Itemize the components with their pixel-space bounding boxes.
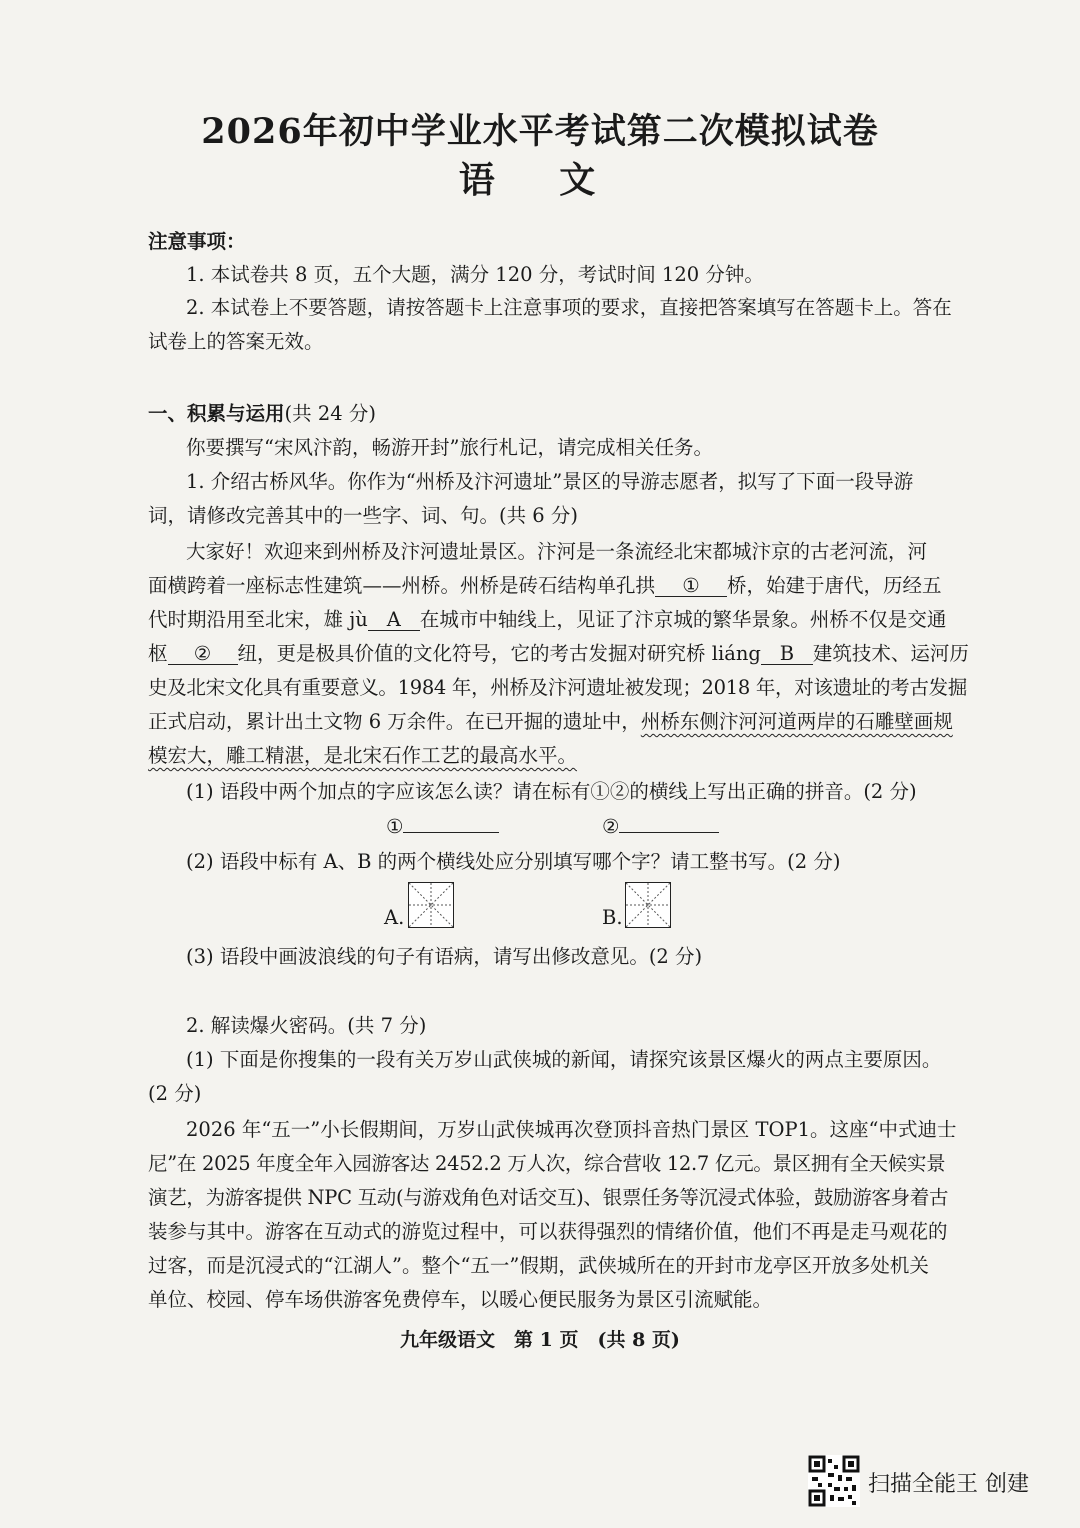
subject-title: 语 文	[458, 159, 622, 201]
q2-heading: 2. 解读爆火密码。(共 7 分)	[186, 1014, 427, 1037]
page-footer: 九年级语文 第 1 页 (共 8 页)	[400, 1329, 680, 1351]
passage-line1: 大家好！欢迎来到州桥及汴河遗址景区。汴河是一条流经北宋都城汴京的古老河流，河	[186, 540, 928, 563]
news-line1: 2026 年“五一”小长假期间，万岁山武侠城再次登顶抖音热门景区 TOP1。这座“中式迪士	[186, 1118, 957, 1141]
pinyin-mark-1: ①	[386, 815, 404, 838]
passage-line3-b: 在城市中轴线上，见证了汴京城的繁华景象。州桥不仅是交通	[419, 608, 947, 631]
notice-item-2-line1: 2. 本试卷上不要答题，请按答题卡上注意事项的要求，直接把答案填写在答题卡上。答在	[186, 296, 952, 319]
grid-label-B: B.	[602, 906, 623, 929]
passage-line6-a: 正式启动，累计出土文物 6 万余件。在已开掘的遗址中，	[148, 710, 641, 733]
passage-line4	[148, 638, 969, 666]
news-line2: 尼”在 2025 年度全年入园游客达 2452.2 万人次，综合营收 12.7 亿元。景区拥有全天候实景	[148, 1152, 946, 1175]
tian-grid-icon	[409, 883, 453, 927]
writing-grid-B[interactable]	[625, 882, 671, 928]
passage-line2	[148, 570, 942, 598]
passage-line2-b: 桥，始建于唐代，历经五	[727, 574, 942, 597]
scanner-watermark: 扫描全能王 创建	[868, 1472, 1029, 1497]
q1-sub2: (2) 语段中标有 A、B 的两个横线处应分别填写哪个字？请工整书写。(2 分)	[186, 850, 841, 873]
news-line5: 过客，而是沉浸式的“江湖人”。整个“五一”假期，武侠城所在的开封市龙亭区开放多处机关	[148, 1254, 929, 1277]
blank-A: A	[368, 609, 420, 631]
writing-grid-A[interactable]	[408, 882, 454, 928]
passage-line5: 史及北宋文化具有重要意义。1984 年，州桥及汴河遗址被发现；2018 年，对该遗址的考古发掘	[148, 676, 968, 699]
passage-line2-a: 面横跨着一座标志性建筑——州桥。州桥是砖石结构单孔拱	[148, 574, 656, 597]
notice-item-2-line2: 试卷上的答案无效。	[148, 330, 324, 353]
blank-1: ①	[655, 575, 727, 597]
pinyin-line-1[interactable]	[403, 812, 499, 833]
passage-line4-a: 枢	[148, 642, 168, 665]
pinyin-answer-1	[386, 812, 499, 838]
wavy-sentence-part1: 州桥东侧汴河河道两岸的石雕壁画规	[640, 710, 953, 733]
passage-line3-a: 代时期沿用至北宋，雄 jù	[148, 608, 368, 631]
tian-grid-icon	[626, 883, 670, 927]
section1-intro: 你要撰写“宋风汴韵，畅游开封”旅行札记，请完成相关任务。	[186, 436, 713, 459]
news-line4: 装参与其中。游客在互动式的游览过程中，可以获得强烈的情绪价值，他们不再是走马观花的	[148, 1220, 948, 1243]
wavy-sentence-part2: 模宏大，雕工精湛，是北宋石作工艺的最高水平。	[148, 744, 578, 767]
blank-B: B	[761, 643, 813, 665]
notice-item-1: 1. 本试卷共 8 页，五个大题，满分 120 分，考试时间 120 分钟。	[186, 263, 764, 286]
exam-title: 2026年初中学业水平考试第二次模拟试卷	[201, 111, 879, 152]
section1-heading-score: (共 24 分)	[284, 402, 376, 425]
qr-code-icon	[808, 1455, 860, 1507]
section1-heading-text: 一、积累与运用	[148, 402, 285, 425]
news-line3: 演艺，为游客提供 NPC 互动(与游戏角色对话交互)、银票任务等沉浸式体验，鼓励游客身着古	[148, 1186, 949, 1209]
pinyin-mark-2: ②	[602, 815, 620, 838]
q2-sub1-line1: (1) 下面是你搜集的一段有关万岁山武侠城的新闻，请探究该景区爆火的两点主要原因。	[186, 1048, 942, 1071]
passage-line3	[148, 604, 946, 632]
blank-2: ②	[168, 643, 238, 665]
pinyin-answer-2	[602, 812, 719, 838]
passage-line7	[148, 740, 577, 768]
passage-line6	[148, 706, 953, 734]
pinyin-line-2[interactable]	[619, 812, 719, 833]
passage-line4-c: 建筑技术、运河历	[812, 642, 969, 665]
q1-sub1: (1) 语段中两个加点的字应该怎么读？请在标有①②的横线上写出正确的拼音。(2 分)	[186, 780, 917, 803]
grid-label-A: A.	[384, 906, 405, 929]
q1-line1: 1. 介绍古桥风华。你作为“州桥及汴河遗址”景区的导游志愿者，拟写了下面一段导游	[186, 470, 914, 493]
passage-line4-b: 纽，更是极具价值的文化符号，它的考古发掘对研究桥 liáng	[237, 642, 761, 665]
news-line6: 单位、校园、停车场供游客免费停车，以暖心便民服务为景区引流赋能。	[148, 1288, 773, 1311]
q2-sub1-line2: (2 分)	[148, 1082, 202, 1105]
notice-heading: 注意事项：	[148, 230, 246, 253]
q1-line2: 词，请修改完善其中的一些字、词、句。(共 6 分)	[148, 504, 579, 527]
q1-sub3: (3) 语段中画波浪线的句子有语病，请写出修改意见。(2 分)	[186, 945, 703, 968]
section1-heading	[148, 398, 376, 426]
